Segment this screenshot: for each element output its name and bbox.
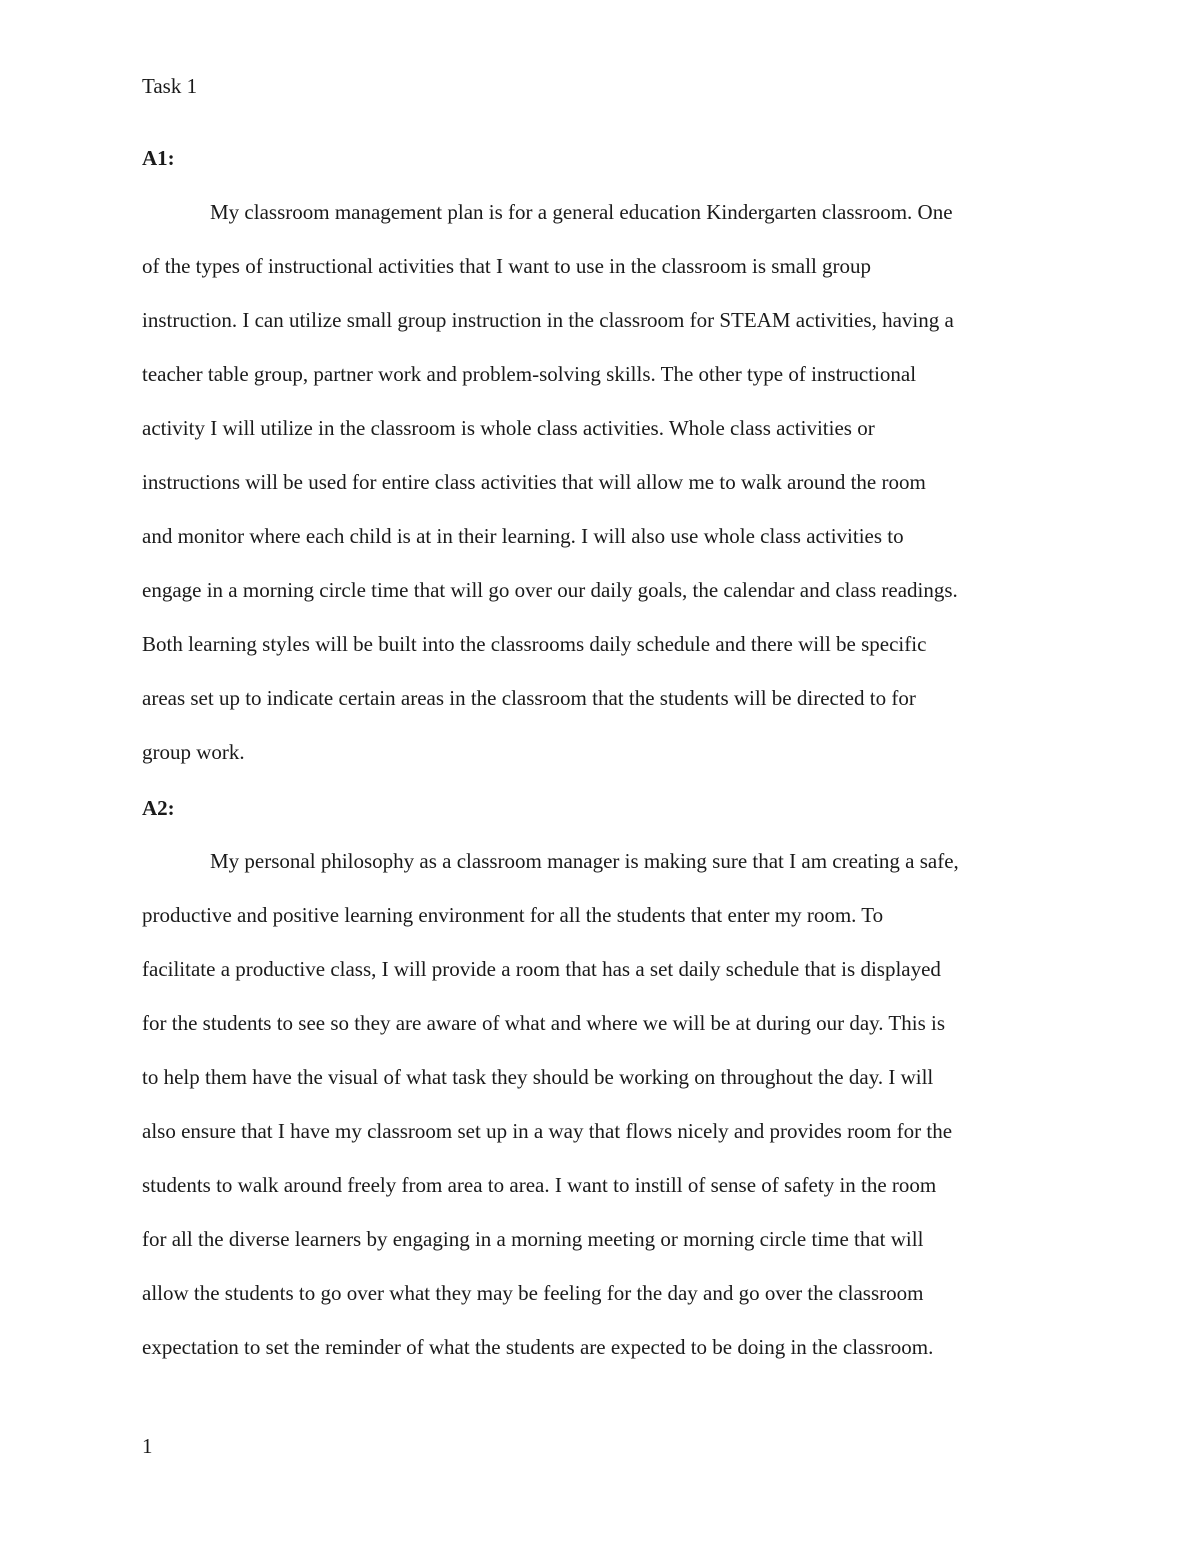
paragraph-line: also ensure that I have my classroom set up in a way that flows nicely and provides room for the xyxy=(142,1119,953,1143)
paragraph-line: students to walk around freely from area to area. I want to instill of sense of safety in the room xyxy=(142,1173,937,1197)
paragraph-line: Both learning styles will be built into the classrooms daily schedule and there will be specific xyxy=(142,632,927,656)
paragraph-line: facilitate a productive class, I will provide a room that has a set daily schedule that is displayed xyxy=(142,957,941,981)
section-heading-a2: A2: xyxy=(142,796,175,820)
paragraph-line: areas set up to indicate certain areas in the classroom that the students will be directed to for xyxy=(142,686,916,710)
paragraph-line: instructions will be used for entire class activities that will allow me to walk around the room xyxy=(142,470,926,494)
paragraph-line: for the students to see so they are aware of what and where we will be at during our day. This is xyxy=(142,1011,946,1035)
paragraph-line: My personal philosophy as a classroom manager is making sure that I am creating a safe, xyxy=(210,849,959,873)
paragraph-line: instruction. I can utilize small group instruction in the classroom for STEAM activities, having a xyxy=(142,308,954,332)
paragraph-line: group work. xyxy=(142,740,245,764)
page-number: 1 xyxy=(142,1434,153,1458)
paragraph-line: teacher table group, partner work and problem-solving skills. The other type of instructional xyxy=(142,362,917,386)
paragraph-line: of the types of instructional activities that I want to use in the classroom is small group xyxy=(142,254,872,278)
paragraph-line: expectation to set the reminder of what the students are expected to be doing in the classroom. xyxy=(142,1335,934,1359)
paragraph-line: productive and positive learning environment for all the students that enter my room. To xyxy=(142,903,884,927)
paragraph-line: My classroom management plan is for a general education Kindergarten classroom. One xyxy=(210,200,953,224)
paragraph-line: to help them have the visual of what task they should be working on throughout the day. I will xyxy=(142,1065,934,1089)
paragraph-line: engage in a morning circle time that will go over our daily goals, the calendar and class readings. xyxy=(142,578,958,602)
paragraph-line: for all the diverse learners by engaging in a morning meeting or morning circle time that will xyxy=(142,1227,924,1251)
paragraph-line: activity I will utilize in the classroom is whole class activities. Whole class activities or xyxy=(142,416,875,440)
document-title: Task 1 xyxy=(142,74,198,98)
section-heading-a1: A1: xyxy=(142,146,175,170)
paragraph-line: and monitor where each child is at in their learning. I will also use whole class activities to xyxy=(142,524,904,548)
paragraph-line: allow the students to go over what they may be feeling for the day and go over the classroom xyxy=(142,1281,924,1305)
